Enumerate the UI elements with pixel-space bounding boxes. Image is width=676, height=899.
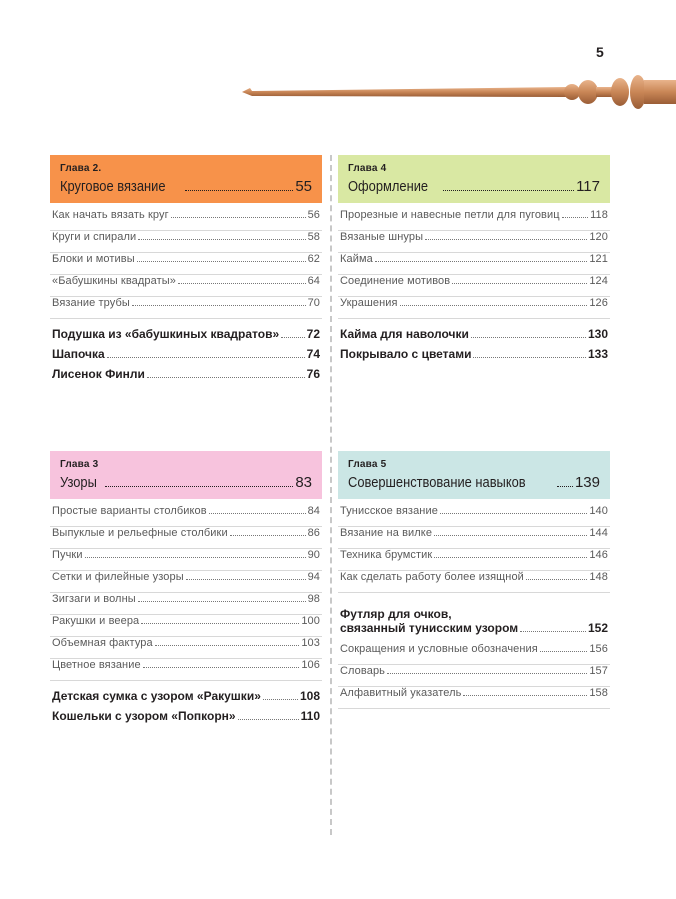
toc-appendix-entry[interactable]: Словарь 157 — [338, 665, 610, 687]
toc-entry[interactable]: Вязание трубы 70 — [50, 297, 322, 319]
page-number: 5 — [596, 44, 604, 60]
toc-entry[interactable]: Вязание на вилке 144 — [338, 527, 610, 549]
toc-entry[interactable]: Объемная фактура 103 — [50, 637, 322, 659]
chapter-3-section — [50, 451, 322, 729]
toc-entry[interactable]: Украшения 126 — [338, 297, 610, 319]
toc-project[interactable]: Лисенок Финли 76 — [52, 367, 320, 381]
toc-project[interactable]: Детская сумка с узором «Ракушки» 108 — [52, 689, 320, 703]
toc-entry[interactable]: Пучки 90 — [50, 549, 322, 571]
toc-entry[interactable]: Сетки и филейные узоры 94 — [50, 571, 322, 593]
toc-entry[interactable]: Тунисское вязание 140 — [338, 505, 610, 527]
toc-entry[interactable]: Зигзаги и волны 98 — [50, 593, 322, 615]
toc-entry[interactable]: Цветное вязание 106 — [50, 659, 322, 681]
chapter-2-section — [50, 155, 322, 387]
toc-entry[interactable]: Соединение мотивов 124 — [338, 275, 610, 297]
chapter-title[interactable]: Совершенствование навыков — [348, 474, 526, 491]
chapter-title[interactable]: Оформление — [348, 178, 429, 195]
toc-project[interactable]: Футляр для очков, связанный тунисским узором 152 — [340, 607, 608, 635]
chapter-page: 117 — [576, 178, 600, 195]
toc-entry[interactable]: Простые варианты столбиков 84 — [50, 505, 322, 527]
toc-entry[interactable]: «Бабушкины квадраты» 64 — [50, 275, 322, 297]
chapter-4-header — [338, 155, 610, 203]
chapter-title[interactable]: Узоры — [60, 474, 97, 491]
toc-appendix-entry[interactable]: Сокращения и условные обозначения 156 — [338, 643, 610, 665]
toc-entry[interactable]: Кайма 121 — [338, 253, 610, 275]
chapter-2-header — [50, 155, 322, 203]
toc-project[interactable]: Подушка из «бабушкиных квадратов» 72 — [52, 327, 320, 341]
chapter-page: 55 — [295, 178, 312, 195]
chapter-5-section — [338, 451, 610, 709]
chapter-label: Глава 4 — [348, 163, 387, 174]
chapter-label: Глава 5 — [348, 459, 387, 470]
toc-entry[interactable]: Прорезные и навесные петли для пуговиц 118 — [338, 209, 610, 231]
toc-project[interactable]: Покрывало с цветами 133 — [340, 347, 608, 361]
chapter-5-header — [338, 451, 610, 499]
chapter-4-section — [338, 155, 610, 367]
toc-entry[interactable]: Ракушки и веера 100 — [50, 615, 322, 637]
column-divider — [330, 155, 332, 835]
toc-entry[interactable]: Блоки и мотивы 62 — [50, 253, 322, 275]
toc-project[interactable]: Шапочка 74 — [52, 347, 320, 361]
toc-appendix-entry[interactable]: Алфавитный указатель 158 — [338, 687, 610, 709]
chapter-label: Глава 2. — [60, 163, 102, 174]
chapter-3-header — [50, 451, 322, 499]
toc-entry[interactable]: Как сделать работу более изящной 148 — [338, 571, 610, 593]
toc-entry[interactable]: Вязаные шнуры 120 — [338, 231, 610, 253]
chapter-page: 83 — [295, 474, 312, 491]
chapter-label: Глава 3 — [60, 459, 99, 470]
toc-entry[interactable]: Как начать вязать круг 56 — [50, 209, 322, 231]
chapter-page: 139 — [574, 474, 600, 491]
toc-entry[interactable]: Круги и спирали 58 — [50, 231, 322, 253]
crochet-hook-illustration — [236, 70, 676, 114]
toc-project[interactable]: Кайма для наволочки 130 — [340, 327, 608, 341]
toc-project[interactable]: Кошельки с узором «Попкорн» 110 — [52, 709, 320, 723]
chapter-title[interactable]: Круговое вязание — [60, 178, 166, 195]
toc-entry[interactable]: Выпуклые и рельефные столбики 86 — [50, 527, 322, 549]
toc-entry[interactable]: Техника брумстик 146 — [338, 549, 610, 571]
